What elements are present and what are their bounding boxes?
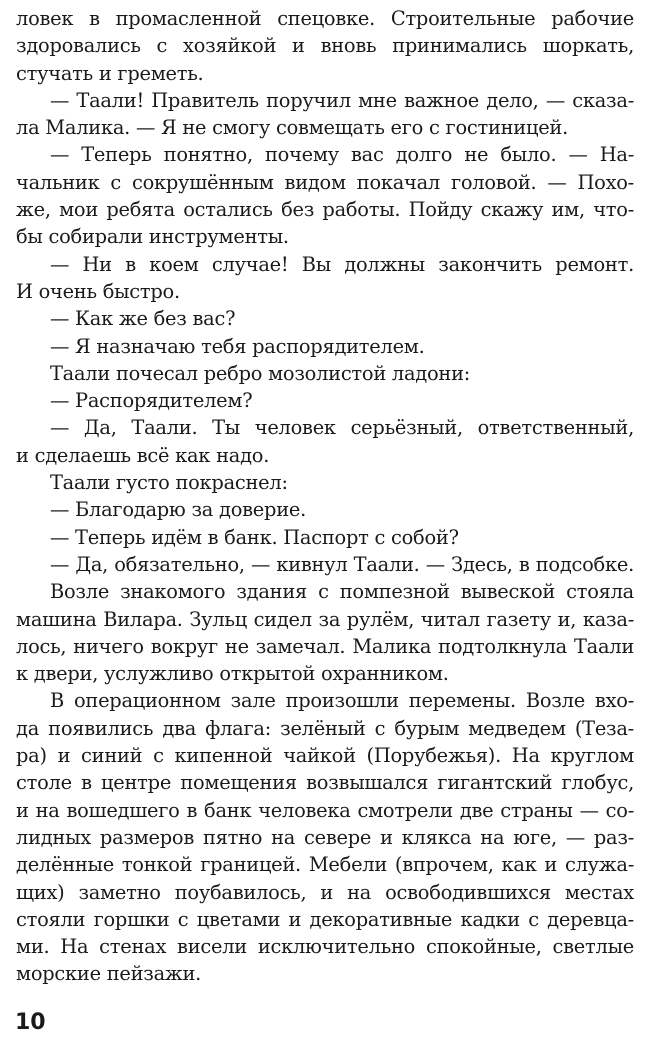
text-line: — Да, обязательно, — кивнул Таали. — Здесь, в подсобке. (50, 552, 634, 576)
text-line: и сделаешь всё как надо. (16, 443, 270, 467)
text-line: — Таали! Правитель поручил мне важное дело, — сказа- (50, 88, 634, 112)
text-line: стучать и греметь. (16, 61, 204, 85)
text-line: и на вошедшего в банк человека смотрели две страны — со- (16, 798, 634, 822)
text-line: столе в центре помещения возвышался гигантский глобус, (16, 771, 634, 795)
text-line: щих) заметно поубавилось, и на освободившихся местах (16, 880, 634, 904)
text-line: стояли горшки с цветами и декоративные кадки с деревца- (16, 907, 634, 931)
text-line: морские пейзажи. (16, 962, 202, 986)
text-line: ла Малика. — Я не смогу совмещать его с гостиницей. (16, 116, 569, 140)
text-line: Таали густо покраснел: (50, 471, 288, 495)
text-line: лось, ничего вокруг не замечал. Малика подтолкнула Таали (16, 634, 634, 658)
text-line: — Я назначаю тебя распорядителем. (50, 334, 425, 358)
text-line: — Распорядителем? (50, 389, 253, 413)
text-line: ра) и синий с кипенной чайкой (Порубежья). На круглом (16, 744, 634, 768)
text-line: — Да, Таали. Ты человек серьёзный, ответственный, (50, 416, 634, 440)
text-line: — Как же без вас? (50, 307, 236, 331)
text-line: Таали почесал ребро мозолистой ладони: (50, 361, 471, 385)
text-line: здоровались с хозяйкой и вновь принимались шоркать, (16, 34, 634, 58)
text-line: И очень быстро. (16, 279, 180, 303)
text-line: да появились два флага: зелёный с бурым медведем (Теза- (16, 716, 634, 740)
text-line: чальник с сокрушённым видом покачал головой. — Похо- (16, 170, 634, 194)
text-line: ми. На стенах висели исключительно спокойные, светлые (16, 935, 634, 959)
text-line: Возле знакомого здания с помпезной вывеской стояла (50, 580, 634, 604)
text-line: к двери, услужливо открытой охранником. (16, 662, 449, 686)
text-line: машина Вилара. Зульц сидел за рулём, читал газету и, каза- (16, 607, 634, 631)
text-line: — Теперь идём в банк. Паспорт с собой? (50, 525, 459, 549)
text-line: же, мои ребята остались без работы. Пойду скажу им, что- (16, 198, 634, 222)
text-line: бы собирали инструменты. (16, 225, 289, 249)
text-line: лидных размеров пятно на севере и клякса на юге, — раз- (16, 825, 634, 849)
text-line: — Благодарю за доверие. (50, 498, 307, 522)
text-line: В операционном зале произошли перемены. Возле вхо- (50, 689, 634, 713)
text-line: — Теперь понятно, почему вас долго не было. — На- (50, 143, 634, 167)
text-line: ловек в промасленной спецовке. Строительные рабочие (16, 7, 634, 30)
body-text (16, 5, 634, 988)
text-line: делённые тонкой границей. Мебели (впрочем, как и служа- (16, 853, 634, 877)
page-number: 10 (15, 1010, 46, 1035)
text-line: — Ни в коем случае! Вы должны закончить ремонт. (50, 252, 634, 276)
